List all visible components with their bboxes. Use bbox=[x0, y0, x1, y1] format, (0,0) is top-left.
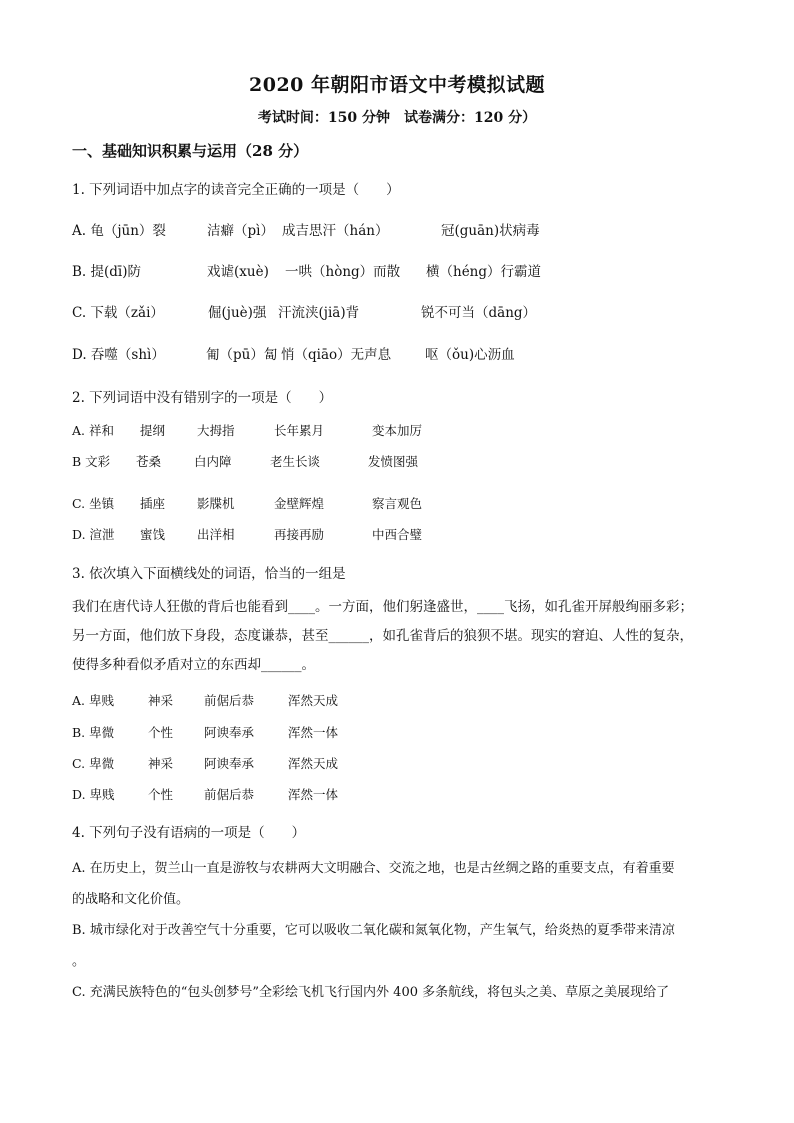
option-item: D. 卑贱 bbox=[72, 787, 115, 802]
option-item: 老生长谈 bbox=[270, 454, 321, 469]
option-item: 白内障 bbox=[194, 454, 232, 469]
passage-line: 另一方面，他们放下身段，态度谦恭，甚至______，如孔雀背后的狼狈不堪。现实的窘迫、人性的复杂， bbox=[72, 628, 693, 644]
option-item: 变本加厉 bbox=[372, 423, 423, 438]
option-item: 出洋相 bbox=[197, 527, 235, 542]
option-item: 洁癖（pì） bbox=[207, 223, 274, 239]
option-item: 锐不可当（dāng） bbox=[421, 305, 537, 321]
option-item: D. 吞噬（shì） bbox=[72, 347, 165, 363]
option-item: 汗流浃(jiā)背 bbox=[278, 305, 360, 321]
option-item: 浑然天成 bbox=[288, 756, 339, 771]
option-item: B. 提(dī)防 bbox=[72, 264, 141, 280]
q3-passage bbox=[72, 593, 727, 680]
option-item: C. 卑微 bbox=[72, 756, 115, 771]
option-item: 前倨后恭 bbox=[204, 787, 255, 802]
q1-stem: 1. 下列词语中加点字的读音完全正确的一项是（ ） bbox=[72, 182, 400, 198]
section-heading: 一、基础知识积累与运用（28 分） bbox=[72, 142, 309, 160]
option-item: 发愤图强 bbox=[368, 454, 419, 469]
option-item: A. 卑贱 bbox=[72, 693, 114, 708]
option-item: 呕（ǒu)心沥血 bbox=[425, 347, 515, 363]
option-item: 再接再励 bbox=[274, 527, 325, 542]
option-item: 提纲 bbox=[140, 423, 166, 438]
option-item: 悄（qiāo）无声息 bbox=[281, 347, 392, 363]
option-item: 倔(juè)强 bbox=[208, 305, 267, 321]
option-item: C. 坐镇 bbox=[72, 496, 115, 511]
option-line: 。 bbox=[72, 954, 86, 969]
option-item: 个性 bbox=[148, 725, 174, 740]
option-item: 大拇指 bbox=[197, 423, 235, 438]
option-item: 蜜饯 bbox=[140, 527, 166, 542]
option-item: 阿谀奉承 bbox=[204, 756, 255, 771]
option-item: 戏谑(xuè) bbox=[207, 264, 269, 280]
q4-options bbox=[72, 853, 727, 1008]
option-item: 浑然一体 bbox=[288, 725, 339, 740]
option-item: 浑然天成 bbox=[288, 693, 339, 708]
option-line: B. 城市绿化对于改善空气十分重要，它可以吸收二氧化碳和氮氧化物，产生氧气，给炎热的夏季带来清凉 bbox=[72, 923, 675, 938]
option-item: 阿谀奉承 bbox=[204, 725, 255, 740]
option-line: 的战略和文化价值。 bbox=[72, 892, 190, 907]
option-item: 冠(guān)状病毒 bbox=[441, 223, 540, 239]
option-line: A. 在历史上，贺兰山一直是游牧与农耕两大文明融合、交流之地，也是古丝绸之路的重要支点，有着重要 bbox=[72, 861, 675, 876]
option-line: C. 充满民族特色的“包头创梦号”全彩绘飞机飞行国内外 400 多条航线，将包头之美、草原之美展现给了 bbox=[72, 985, 670, 1000]
option-item: 横（héng）行霸道 bbox=[426, 264, 542, 280]
q4-stem: 4. 下列句子没有语病的一项是（ ） bbox=[72, 825, 306, 841]
option-item: A. 龟（jūn）裂 bbox=[72, 223, 166, 239]
option-item: 神采 bbox=[148, 756, 174, 771]
passage-line: 使得多种看似矛盾对立的东西却______。 bbox=[72, 657, 315, 673]
option-item: D. 渲泄 bbox=[72, 527, 115, 542]
q3-stem: 3. 依次填入下面横线处的词语，恰当的一组是 bbox=[72, 566, 346, 582]
option-item: 个性 bbox=[148, 787, 174, 802]
option-item: 中西合璧 bbox=[372, 527, 423, 542]
option-item: 察言观色 bbox=[372, 496, 423, 511]
option-item: 匍（pū）匐 bbox=[206, 347, 278, 363]
option-item: 一哄（hòng）而散 bbox=[285, 264, 401, 280]
page-title: 2020 年朝阳市语文中考模拟试题 bbox=[249, 74, 545, 96]
option-item: C. 下载（zǎi） bbox=[72, 305, 164, 321]
option-item: B 文彩 bbox=[72, 454, 111, 469]
option-item: 苍桑 bbox=[136, 454, 162, 469]
option-item: A. 祥和 bbox=[72, 423, 114, 438]
option-item: 插座 bbox=[140, 496, 166, 511]
q2-stem: 2. 下列词语中没有错别字的一项是（ ） bbox=[72, 390, 333, 406]
option-item: 前倨后恭 bbox=[204, 693, 255, 708]
option-item: 成吉思汗（hán） bbox=[282, 223, 389, 239]
option-item: B. 卑微 bbox=[72, 725, 115, 740]
option-item: 神采 bbox=[148, 693, 174, 708]
option-item: 影牒机 bbox=[197, 496, 235, 511]
exam-info: 考试时间：150 分钟 试卷满分：120 分） bbox=[257, 110, 537, 126]
passage-line: 我们在唐代诗人狂傲的背后也能看到____。一方面，他们躬逢盛世，____飞扬，如孔雀开屏般绚丽多彩； bbox=[72, 599, 693, 615]
option-item: 浑然一体 bbox=[288, 787, 339, 802]
option-item: 长年累月 bbox=[274, 423, 325, 438]
option-item: 金壁辉煌 bbox=[274, 496, 325, 511]
